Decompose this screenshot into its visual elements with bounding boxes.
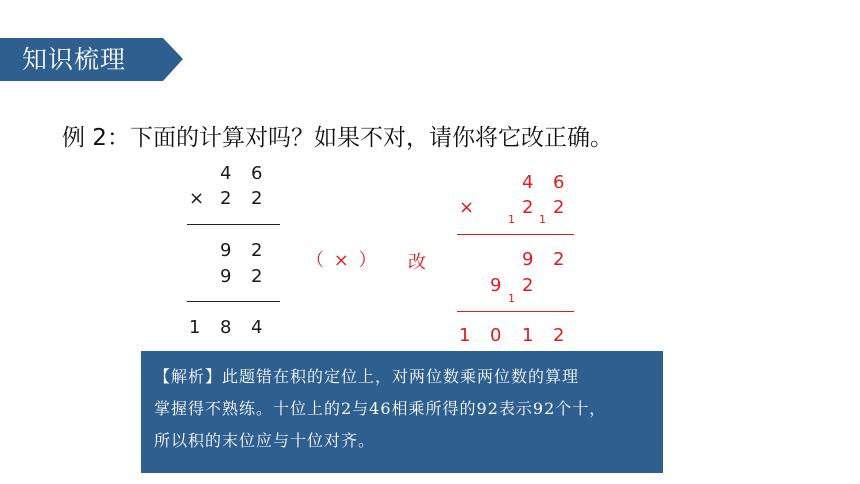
correct-result-tens: 1 <box>522 325 534 346</box>
analysis-text <box>154 361 659 457</box>
correct-times-sign: × <box>459 197 475 218</box>
verdict-mark: （ × ） <box>306 250 379 271</box>
correct-result-ones: 2 <box>553 325 565 346</box>
wrong-partial1-tens: 9 <box>220 240 232 261</box>
correct-multiplicand-ones: 6 <box>553 172 565 193</box>
wrong-result-hundreds: 1 <box>189 317 201 338</box>
correct-multiplier-ones: 2 <box>553 197 565 218</box>
correct-partial1-tens: 9 <box>522 249 534 270</box>
analysis-line: 【解析】此题错在积的定位上，对两位数乘两位数的算理 <box>154 367 580 386</box>
wrong-result-ones: 4 <box>251 317 263 338</box>
correct-result-thousands: 1 <box>459 325 471 346</box>
wrong-multiplier-ones: 2 <box>251 188 263 209</box>
wrong-rule-1 <box>187 224 280 225</box>
fix-label: 改 <box>408 252 426 273</box>
wrong-partial2-tens: 9 <box>220 266 232 287</box>
carry-digit: 1 <box>508 213 515 226</box>
carry-digit: 1 <box>539 213 546 226</box>
wrong-multiplier-tens: 2 <box>220 188 232 209</box>
wrong-times-sign: × <box>189 188 205 209</box>
correct-result-hundreds: 0 <box>490 325 502 346</box>
wrong-multiplicand-ones: 6 <box>251 163 263 184</box>
wrong-result-tens: 8 <box>220 317 232 338</box>
correct-partial2-hundreds: 9 <box>490 275 502 296</box>
correct-partial1-ones: 2 <box>553 249 565 270</box>
section-title: 知识梳理 <box>22 45 127 74</box>
question-text: 例 2：下面的计算对吗？如果不对，请你将它改正确。 <box>62 125 613 151</box>
carry-digit: 1 <box>508 292 515 305</box>
correct-multiplier-tens: 2 <box>522 197 534 218</box>
analysis-line: 掌握得不熟练。十位上的2与46相乘所得的92表示92个十， <box>154 399 607 418</box>
wrong-multiplicand-tens: 4 <box>220 163 232 184</box>
correct-rule-1 <box>457 234 574 235</box>
correct-rule-2 <box>457 311 574 312</box>
analysis-line: 所以积的末位应与十位对齐。 <box>154 431 376 450</box>
wrong-partial2-ones: 2 <box>251 266 263 287</box>
correct-partial2-tens: 2 <box>522 275 534 296</box>
wrong-partial1-ones: 2 <box>251 240 263 261</box>
wrong-rule-2 <box>187 301 280 302</box>
correct-multiplicand-tens: 4 <box>522 172 534 193</box>
